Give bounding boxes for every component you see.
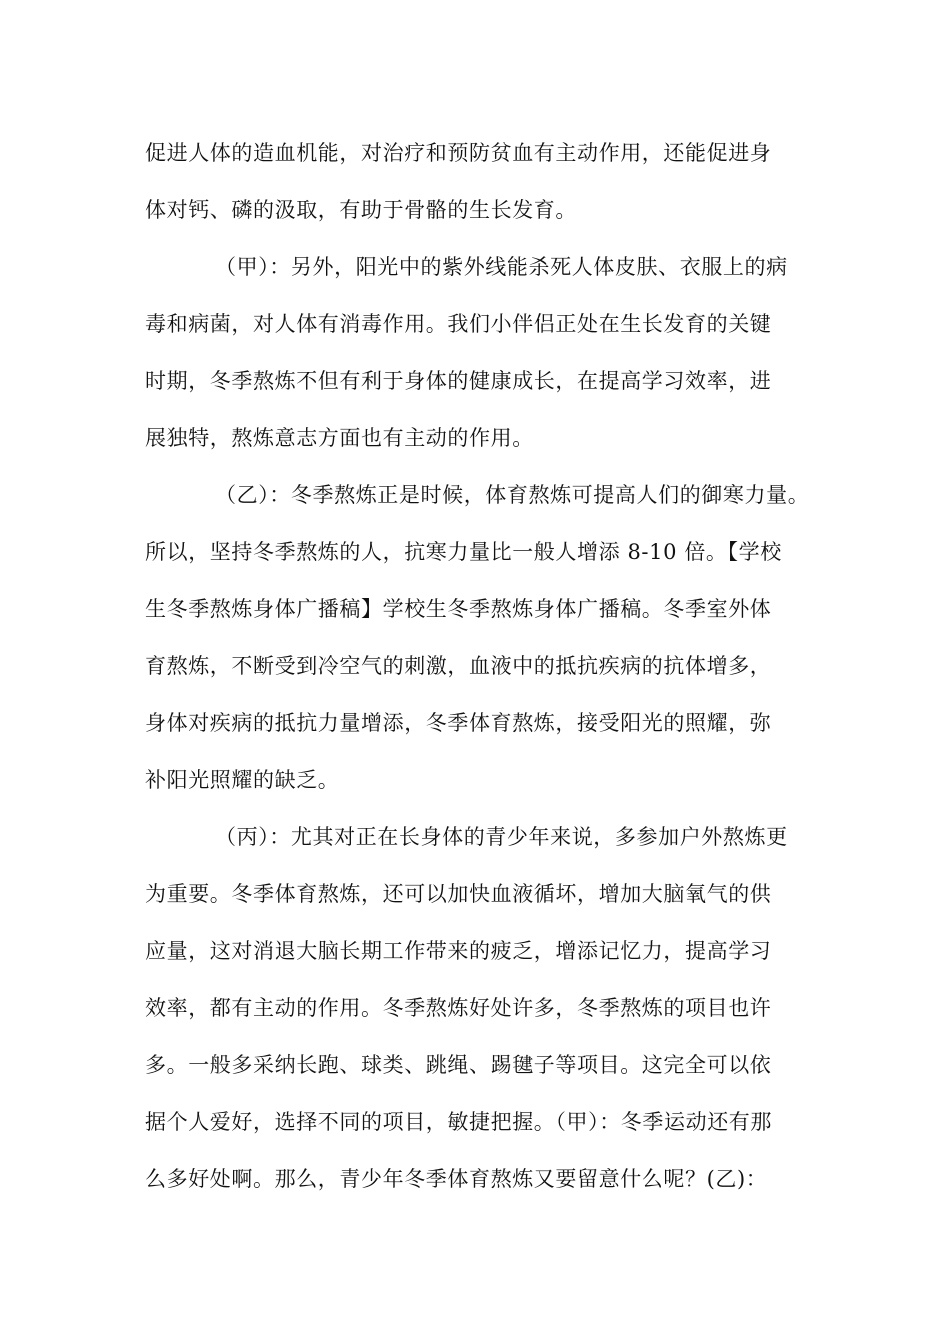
paragraph-start-line: （甲）：另外，阳光中的紫外线能杀死人体皮肤、衣服上的病 xyxy=(215,255,788,279)
text-line: 时期，冬季熬炼不但有利于身体的健康成长，在提高学习效率，进 xyxy=(145,369,772,393)
text-line: 身体对疾病的抵抗力量增添，冬季体育熬炼，接受阳光的照耀，弥 xyxy=(145,711,772,735)
paragraph-start-line: （乙）：冬季熬炼正是时候，体育熬炼可提高人们的御寒力量。 xyxy=(215,483,810,507)
text-line: 为重要。冬季体育熬炼，还可以加快血液循坏，增加大脑氧气的供 xyxy=(145,882,772,906)
text-line: 促进人体的造血机能，对治疗和预防贫血有主动作用，还能促进身 xyxy=(145,141,772,165)
text-line: 毒和病菌，对人体有消毒作用。我们小伴侣正处在生长发育的关键 xyxy=(145,312,772,336)
text-line: 育熬炼，不断受到冷空气的刺激，血液中的抵抗疾病的抗体增多， xyxy=(145,654,772,678)
text-line: 展独特，熬炼意志方面也有主动的作用。 xyxy=(145,426,534,450)
text-line: 么多好处啊。那么，青少年冬季体育熬炼又要留意什么呢？(乙)： xyxy=(145,1167,768,1191)
text-line: 所以，坚持冬季熬炼的人，抗寒力量比一般人增添 8-10 倍。【学校 xyxy=(145,540,782,564)
text-line: 体对钙、磷的汲取，有助于骨骼的生长发育。 xyxy=(145,198,577,222)
text-line: 生冬季熬炼身体广播稿】学校生冬季熬炼身体广播稿。冬季室外体 xyxy=(145,597,772,621)
text-line: 据个人爱好，选择不同的项目，敏捷把握。（甲）：冬季运动还有那 xyxy=(145,1110,772,1134)
text-line: 应量，这对消退大脑长期工作带来的疲乏，增添记忆力，提高学习 xyxy=(145,939,772,963)
text-line: 多。一般多采纳长跑、球类、跳绳、踢毽子等项目。这完全可以依 xyxy=(145,1053,772,1077)
text-line: 效率，都有主动的作用。冬季熬炼好处许多，冬季熬炼的项目也许 xyxy=(145,996,772,1020)
text-line: 补阳光照耀的缺乏。 xyxy=(145,768,340,792)
paragraph-start-line: （丙）：尤其对正在长身体的青少年来说，多参加户外熬炼更 xyxy=(215,825,788,849)
